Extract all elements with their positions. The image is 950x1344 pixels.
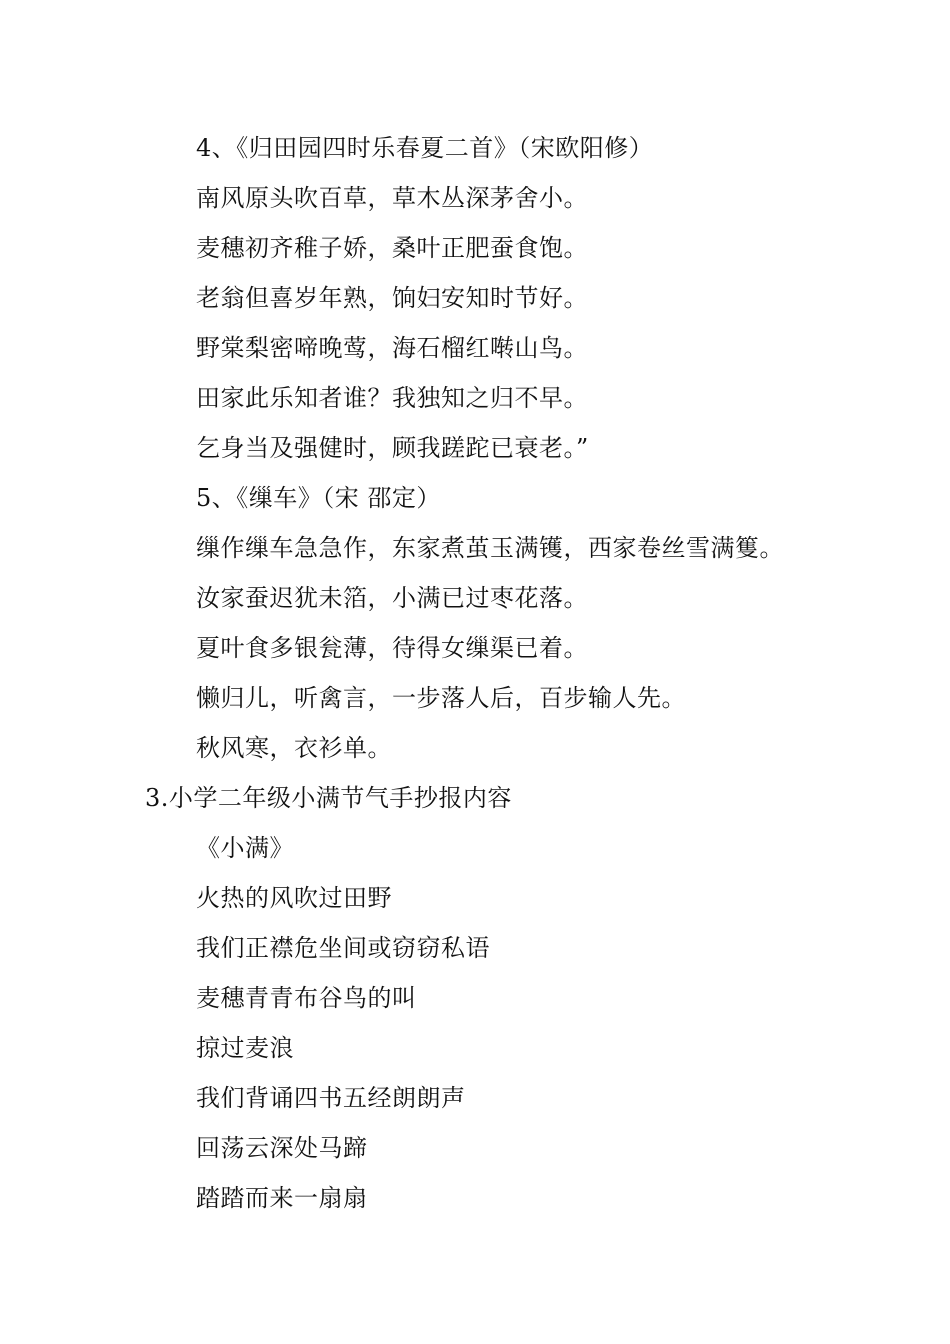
poem-line: 秋风寒，衣衫单。 xyxy=(196,734,392,762)
poem-title-4: 4、《归田园四时乐春夏二首》（宋欧阳修） xyxy=(196,134,654,162)
poem-line: 缫作缫车急急作，东家煮茧玉满镬，西家卷丝雪满篗。 xyxy=(196,534,784,562)
poem-line: 乞身当及强健时，顾我蹉跎已衰老。” xyxy=(196,434,589,462)
poem-line: 我们背诵四书五经朗朗声 xyxy=(196,1084,466,1112)
poem-line: 老翁但喜岁年熟，饷妇安知时节好。 xyxy=(196,284,588,312)
section-heading: 3.小学二年级小满节气手抄报内容 xyxy=(145,784,512,812)
poem-line: 田家此乐知者谁？我独知之归不早。 xyxy=(196,384,588,412)
poem-line: 野棠梨密啼晚莺，海石榴红啭山鸟。 xyxy=(196,334,588,362)
poem-line: 南风原头吹百草，草木丛深茅舍小。 xyxy=(196,184,588,212)
poem-line: 夏叶食多银瓮薄，待得女缫渠已着。 xyxy=(196,634,588,662)
poem-title-5: 5、《缫车》（宋 邵定） xyxy=(196,484,441,512)
poem-title-xiaoman: 《小满》 xyxy=(196,834,294,862)
poem-line: 掠过麦浪 xyxy=(196,1034,294,1062)
poem-line: 火热的风吹过田野 xyxy=(196,884,392,912)
poem-line: 麦穗初齐稚子娇，桑叶正肥蚕食饱。 xyxy=(196,234,588,262)
poem-line: 我们正襟危坐间或窃窃私语 xyxy=(196,934,490,962)
poem-line: 踏踏而来一扇扇 xyxy=(196,1184,368,1212)
poem-line: 回荡云深处马蹄 xyxy=(196,1134,368,1162)
poem-line: 懒归儿，听禽言，一步落人后，百步输人先。 xyxy=(196,684,686,712)
poem-line: 汝家蚕迟犹未箔，小满已过枣花落。 xyxy=(196,584,588,612)
poem-line: 麦穗青青布谷鸟的叫 xyxy=(196,984,417,1012)
